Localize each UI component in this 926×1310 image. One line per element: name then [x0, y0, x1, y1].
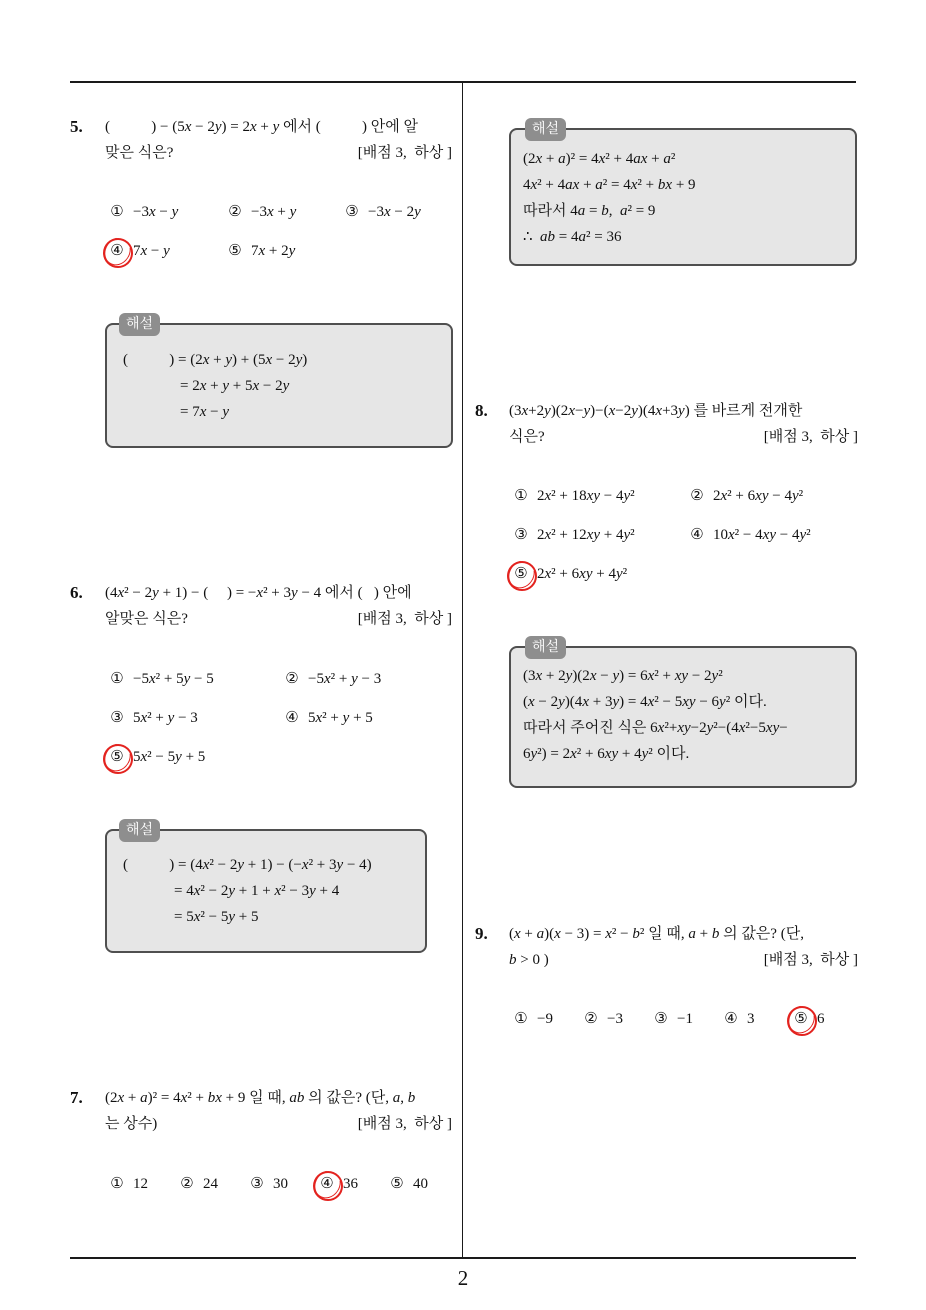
choice-1 — [513, 1006, 553, 1032]
stem-line-2 — [105, 606, 452, 632]
solution-line: 6y²) = 2x² + 6xy + 4y² 이다. — [523, 746, 690, 762]
choice-value: −9 — [537, 1011, 553, 1027]
choice-value: −3x − 2y — [368, 204, 421, 220]
choice-4 — [319, 1171, 358, 1197]
choice-value: 10x² − 4xy − 4y² — [713, 527, 811, 543]
question-number-5: 5. — [70, 117, 83, 136]
solution-line: = 2x + y + 5x − 2y — [180, 378, 290, 394]
choice-marker: ③ — [110, 710, 124, 726]
question-stem-8 — [509, 398, 858, 450]
stem-line-2 — [105, 1111, 452, 1137]
stem-text: b > 0 ) — [509, 952, 549, 968]
choice-value: 5x² + y + 5 — [308, 710, 373, 726]
choice-4 — [109, 238, 170, 264]
choice-value: −3x + y — [251, 204, 297, 220]
choice-value: −5x² + y − 3 — [308, 671, 382, 687]
choice-marker: ④ — [319, 1171, 335, 1197]
choice-value: −3 — [607, 1011, 623, 1027]
stem-line: ( ) − (5x − 2y) = 2x + y 에서 ( ) 안에 알 — [105, 119, 418, 135]
solution-line: (2x + a)² = 4x² + 4ax + a² — [523, 151, 676, 167]
solution-box-5 — [105, 316, 453, 448]
choice-marker: ② — [584, 1011, 598, 1027]
column-divider — [462, 82, 464, 1258]
stem-line-2 — [105, 140, 452, 166]
choice-marker: ① — [110, 1176, 124, 1192]
solution-line: ( ) = (4x² − 2y + 1) − (−x² + 3y − 4) — [123, 857, 372, 873]
choice-1 — [109, 1171, 148, 1197]
choice-1 — [513, 483, 635, 509]
solution-box-8 — [509, 639, 857, 788]
page-number: 2 — [457, 1266, 469, 1290]
choice-2 — [179, 1171, 218, 1197]
question-number-8: 8. — [475, 401, 488, 420]
solution-line: (3x + 2y)(2x − y) = 6x² + xy − 2y² — [523, 668, 723, 684]
choice-marker: ① — [514, 488, 528, 504]
solution-tab: 해설 — [525, 636, 566, 659]
question-number-9: 9. — [475, 924, 488, 943]
choice-marker: ⑤ — [390, 1176, 404, 1192]
choice-2 — [583, 1006, 623, 1032]
choice-marker: ④ — [285, 710, 299, 726]
question-number-6: 6. — [70, 583, 83, 602]
stem-line: (x + a)(x − 3) = x² − b² 일 때, a + b 의 값은? (단, — [509, 926, 804, 942]
choice-4 — [284, 705, 373, 731]
stem-text: 는 상수) — [105, 1116, 158, 1132]
stem-text: 알맞은 식은? — [105, 611, 188, 627]
question-stem-9 — [509, 921, 858, 973]
choice-value: 40 — [413, 1176, 428, 1192]
solution-tab: 해설 — [525, 118, 566, 141]
choice-value: 7x + 2y — [251, 243, 296, 259]
solution-line: = 5x² − 5y + 5 — [174, 909, 259, 925]
choice-5 — [513, 561, 627, 587]
choice-value: 2x² + 6xy + 4y² — [537, 566, 628, 582]
choice-value: 5x² + y − 3 — [133, 710, 198, 726]
choice-value: 30 — [273, 1176, 288, 1192]
choice-marker: ⑤ — [513, 561, 529, 587]
choice-2 — [689, 483, 803, 509]
choice-marker: ② — [180, 1176, 194, 1192]
stem-line: (3x+2y)(2x−y)−(x−2y)(4x+3y) 를 바르게 전개한 — [509, 403, 803, 419]
choice-marker: ③ — [345, 204, 359, 220]
choice-value: 3 — [747, 1011, 755, 1027]
solution-box-6 — [105, 822, 427, 953]
stem-line-2 — [509, 424, 858, 450]
choice-3 — [344, 199, 421, 225]
choice-value: 6 — [817, 1011, 825, 1027]
solution-line: 4x² + 4ax + a² = 4x² + bx + 9 — [523, 177, 696, 193]
choice-value: 36 — [343, 1176, 358, 1192]
solution-line: = 7x − y — [180, 404, 230, 420]
choice-value: 5x² − 5y + 5 — [133, 749, 206, 765]
choice-marker: ③ — [250, 1176, 264, 1192]
solution-line: ( ) = (2x + y) + (5x − 2y) — [123, 352, 308, 368]
solution-line: ∴ ab = 4a² = 36 — [523, 229, 622, 245]
choice-marker: ④ — [724, 1011, 738, 1027]
choice-3 — [513, 522, 635, 548]
stem-line: (4x² − 2y + 1) − ( ) = −x² + 3y − 4 에서 ( ) 안에 — [105, 585, 412, 601]
choice-marker: ⑤ — [228, 243, 242, 259]
choice-3 — [249, 1171, 288, 1197]
choice-5 — [227, 238, 295, 264]
choice-4 — [723, 1006, 755, 1032]
choice-5 — [389, 1171, 428, 1197]
question-stem-6 — [105, 580, 452, 632]
choice-value: 2x² + 18xy − 4y² — [537, 488, 635, 504]
score-label: [배점 3, 하상 ] — [357, 1116, 452, 1132]
stem-text: 식은? — [509, 429, 545, 445]
choice-value: 7x − y — [133, 243, 170, 259]
choice-marker: ② — [285, 671, 299, 687]
choice-value: −5x² + 5y − 5 — [133, 671, 214, 687]
choice-2 — [284, 666, 381, 692]
choice-value: 24 — [203, 1176, 218, 1192]
choice-1 — [109, 199, 178, 225]
score-label: [배점 3, 하상 ] — [357, 611, 452, 627]
solution-tab: 해설 — [119, 819, 160, 842]
choice-marker: ② — [228, 204, 242, 220]
question-stem-7 — [105, 1085, 452, 1137]
stem-text: 맞은 식은? — [105, 145, 174, 161]
choice-marker: ② — [690, 488, 704, 504]
choice-5 — [109, 744, 205, 770]
choice-5 — [793, 1006, 825, 1032]
choice-marker: ⑤ — [109, 744, 125, 770]
choice-3 — [653, 1006, 693, 1032]
choice-value: 12 — [133, 1176, 148, 1192]
choice-1 — [109, 666, 214, 692]
choice-marker: ① — [110, 204, 124, 220]
score-label: [배점 3, 하상 ] — [763, 429, 858, 445]
choice-marker: ④ — [690, 527, 704, 543]
solution-line: (x − 2y)(4x + 3y) = 4x² − 5xy − 6y² 이다. — [523, 694, 767, 710]
solution-box-7 — [509, 121, 857, 266]
choice-2 — [227, 199, 296, 225]
question-stem-5 — [105, 114, 452, 166]
choice-value: 2x² + 12xy + 4y² — [537, 527, 635, 543]
bottom-rule — [70, 1257, 856, 1259]
choice-value: −1 — [677, 1011, 693, 1027]
choice-marker: ③ — [654, 1011, 668, 1027]
choice-value: −3x − y — [133, 204, 179, 220]
choice-marker: ⑤ — [793, 1006, 809, 1032]
solution-tab: 해설 — [119, 313, 160, 336]
choice-marker: ① — [514, 1011, 528, 1027]
question-number-7: 7. — [70, 1088, 83, 1107]
solution-line: = 4x² − 2y + 1 + x² − 3y + 4 — [174, 883, 340, 899]
choice-3 — [109, 705, 198, 731]
choice-value: 2x² + 6xy − 4y² — [713, 488, 804, 504]
stem-line: (2x + a)² = 4x² + bx + 9 일 때, ab 의 값은? (단, a, b — [105, 1090, 416, 1106]
choice-marker: ③ — [514, 527, 528, 543]
solution-line: 따라서 주어진 식은 6x²+xy−2y²−(4x²−5xy− — [523, 720, 788, 736]
choice-4 — [689, 522, 811, 548]
score-label: [배점 3, 하상 ] — [763, 952, 858, 968]
score-label: [배점 3, 하상 ] — [357, 145, 452, 161]
choice-marker: ④ — [109, 238, 125, 264]
stem-line-2 — [509, 947, 858, 973]
solution-line: 따라서 4a = b, a² = 9 — [523, 203, 656, 219]
choice-marker: ① — [110, 671, 124, 687]
